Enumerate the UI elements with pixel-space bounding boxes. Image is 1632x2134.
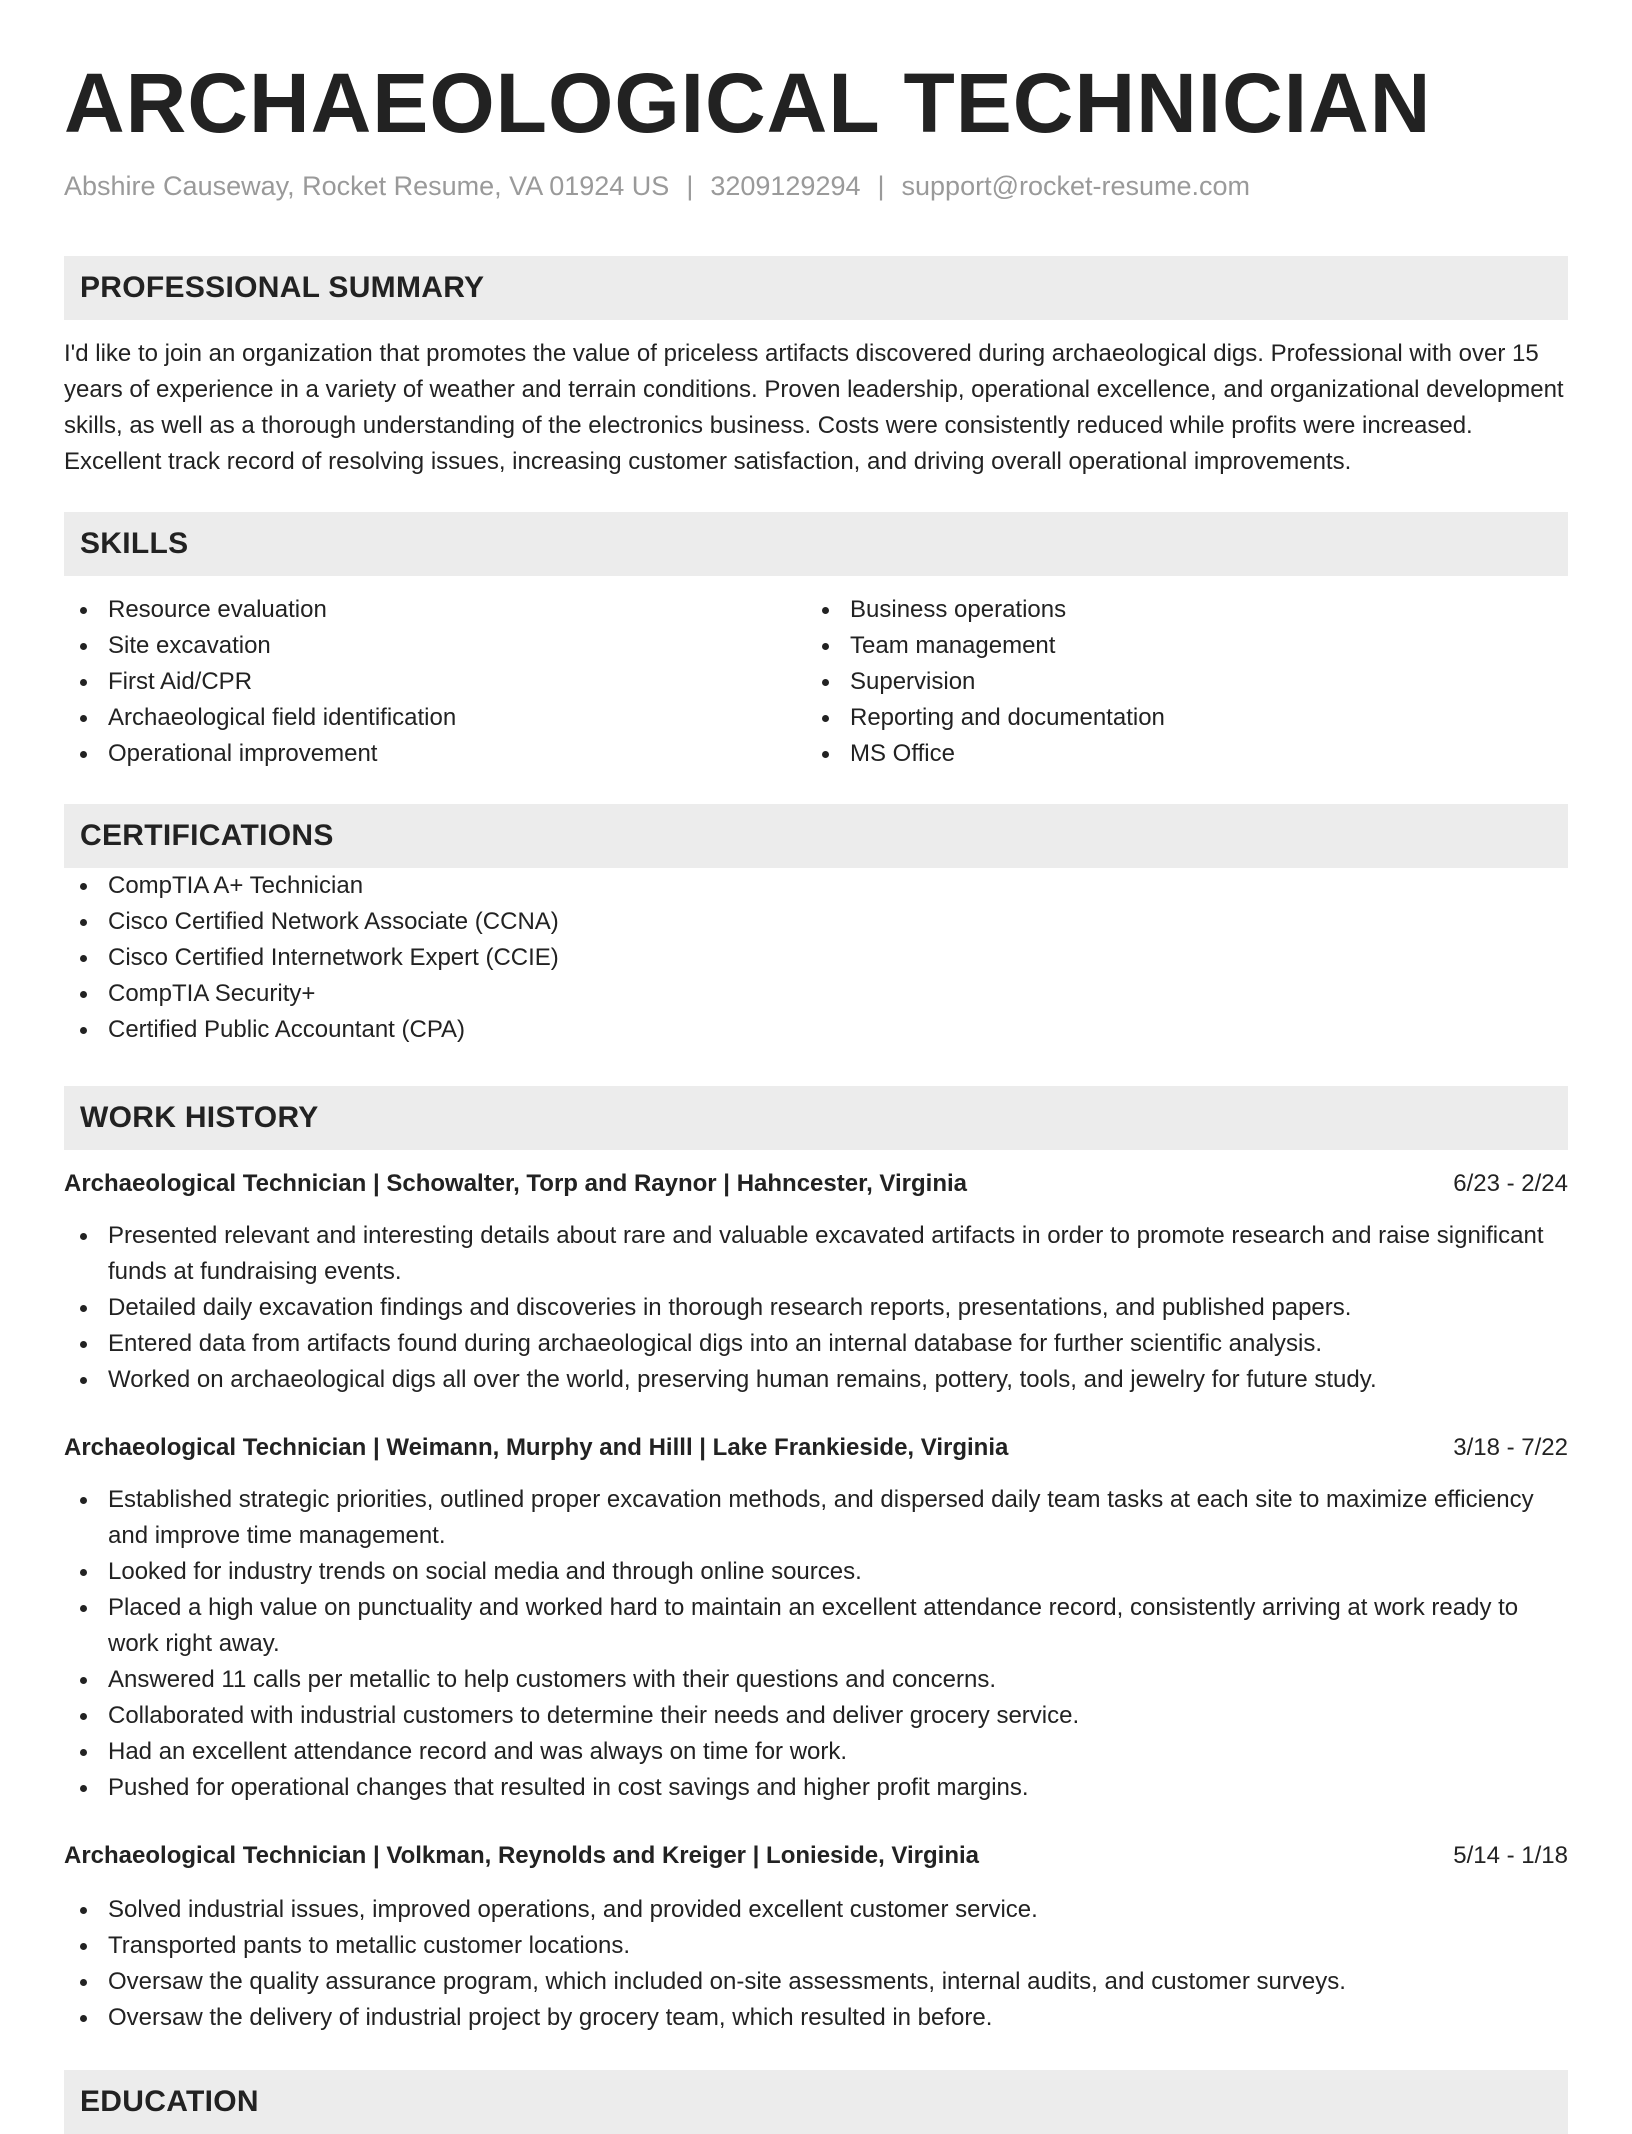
job-bullet: Worked on archaeological digs all over the world, preserving human remains, pottery, tools, and jewelry for future study.	[64, 1362, 1568, 1398]
certification-item: CompTIA Security+	[64, 976, 1568, 1012]
contact-separator: |	[877, 171, 885, 201]
job-title: Archaeological Technician | Schowalter, Torp and Raynor | Hahncester, Virginia	[64, 1170, 968, 1197]
section-heading-work-history: WORK HISTORY	[64, 1086, 1568, 1150]
job-header	[64, 1838, 1568, 1874]
job-bullet: Solved industrial issues, improved operations, and provided excellent customer service.	[64, 1892, 1568, 1928]
skill-item: Archaeological field identification	[64, 700, 806, 736]
certification-item: Certified Public Accountant (CPA)	[64, 1012, 1568, 1048]
job-entry	[64, 1430, 1568, 1806]
job-bullets	[64, 1218, 1568, 1398]
job-title: Archaeological Technician | Volkman, Reynolds and Kreiger | Lonieside, Virginia	[64, 1842, 979, 1869]
job-bullet: Looked for industry trends on social media and through online sources.	[64, 1554, 1568, 1590]
skill-item: Business operations	[806, 592, 1548, 628]
job-dates: 6/23 - 2/24	[1453, 1170, 1568, 1197]
skill-item: Team management	[806, 628, 1548, 664]
certification-item: Cisco Certified Network Associate (CCNA)	[64, 904, 1568, 940]
job-bullet: Collaborated with industrial customers to determine their needs and deliver grocery service.	[64, 1698, 1568, 1734]
skill-item: Site excavation	[64, 628, 806, 664]
contact-phone: 3209129294	[710, 171, 861, 201]
job-bullets	[64, 1892, 1568, 2036]
skills-columns	[64, 592, 1568, 772]
job-dates: 3/18 - 7/22	[1453, 1434, 1568, 1461]
job-bullets	[64, 1482, 1568, 1806]
skill-item: First Aid/CPR	[64, 664, 806, 700]
job-bullet: Pushed for operational changes that resulted in cost savings and higher profit margins.	[64, 1770, 1568, 1806]
summary-text: I'd like to join an organization that promotes the value of priceless artifacts discovered during archaeological digs. Professional with over 15 years of experience in a variety of weather and terrain conditions. Proven leadership, operational excellence, and organizational development skills, as well as a thorough understanding of the electronics business. Costs were consistently reduced while profits were increased. Excellent track record of resolving issues, increasing customer satisfaction, and driving overall operational improvements.	[64, 340, 1564, 475]
job-entry	[64, 1838, 1568, 2036]
skill-item: Operational improvement	[64, 736, 806, 772]
section-heading-education: EDUCATION	[64, 2070, 1568, 2134]
job-bullet: Transported pants to metallic customer locations.	[64, 1928, 1568, 1964]
job-bullet: Entered data from artifacts found during archaeological digs into an internal database for further scientific analysis.	[64, 1326, 1568, 1362]
job-header	[64, 1166, 1568, 1202]
job-bullet: Oversaw the delivery of industrial project by grocery team, which resulted in before.	[64, 2000, 1568, 2036]
job-title: Archaeological Technician | Weimann, Murphy and Hilll | Lake Frankieside, Virginia	[64, 1434, 1009, 1461]
contact-email[interactable]: support@rocket-resume.com	[901, 171, 1251, 201]
contact-address: Abshire Causeway, Rocket Resume, VA 01924 US	[64, 171, 670, 201]
job-bullet: Placed a high value on punctuality and worked hard to maintain an excellent attendance record, consistently arriving at work ready to work right away.	[64, 1590, 1568, 1662]
skill-item: MS Office	[806, 736, 1548, 772]
skill-item: Reporting and documentation	[806, 700, 1548, 736]
section-heading-skills: SKILLS	[64, 512, 1568, 576]
skill-item: Supervision	[806, 664, 1548, 700]
contact-line	[64, 168, 1568, 204]
section-heading-certifications: CERTIFICATIONS	[64, 804, 1568, 868]
certification-item: CompTIA A+ Technician	[64, 868, 1568, 904]
job-dates: 5/14 - 1/18	[1453, 1842, 1568, 1869]
skills-list-left	[64, 592, 806, 772]
skill-item: Resource evaluation	[64, 592, 806, 628]
job-bullet: Had an excellent attendance record and was always on time for work.	[64, 1734, 1568, 1770]
certifications-list	[64, 868, 1568, 1048]
job-bullet: Established strategic priorities, outlined proper excavation methods, and dispersed daily team tasks at each site to maximize efficiency and improve time management.	[64, 1482, 1568, 1554]
skills-list-right	[806, 592, 1548, 772]
job-bullet: Presented relevant and interesting details about rare and valuable excavated artifacts in order to promote research and raise significant funds at fundraising events.	[64, 1218, 1568, 1290]
job-bullet: Answered 11 calls per metallic to help customers with their questions and concerns.	[64, 1662, 1568, 1698]
resume-title: ARCHAEOLOGICAL TECHNICIAN	[64, 56, 1432, 150]
contact-separator: |	[686, 171, 694, 201]
job-header	[64, 1430, 1568, 1466]
section-heading-summary: PROFESSIONAL SUMMARY	[64, 256, 1568, 320]
job-entry	[64, 1166, 1568, 1398]
job-bullet: Oversaw the quality assurance program, which included on-site assessments, internal audits, and customer surveys.	[64, 1964, 1568, 2000]
resume-page	[64, 0, 1568, 2134]
certification-item: Cisco Certified Internetwork Expert (CCIE)	[64, 940, 1568, 976]
job-bullet: Detailed daily excavation findings and discoveries in thorough research reports, presentations, and published papers.	[64, 1290, 1568, 1326]
